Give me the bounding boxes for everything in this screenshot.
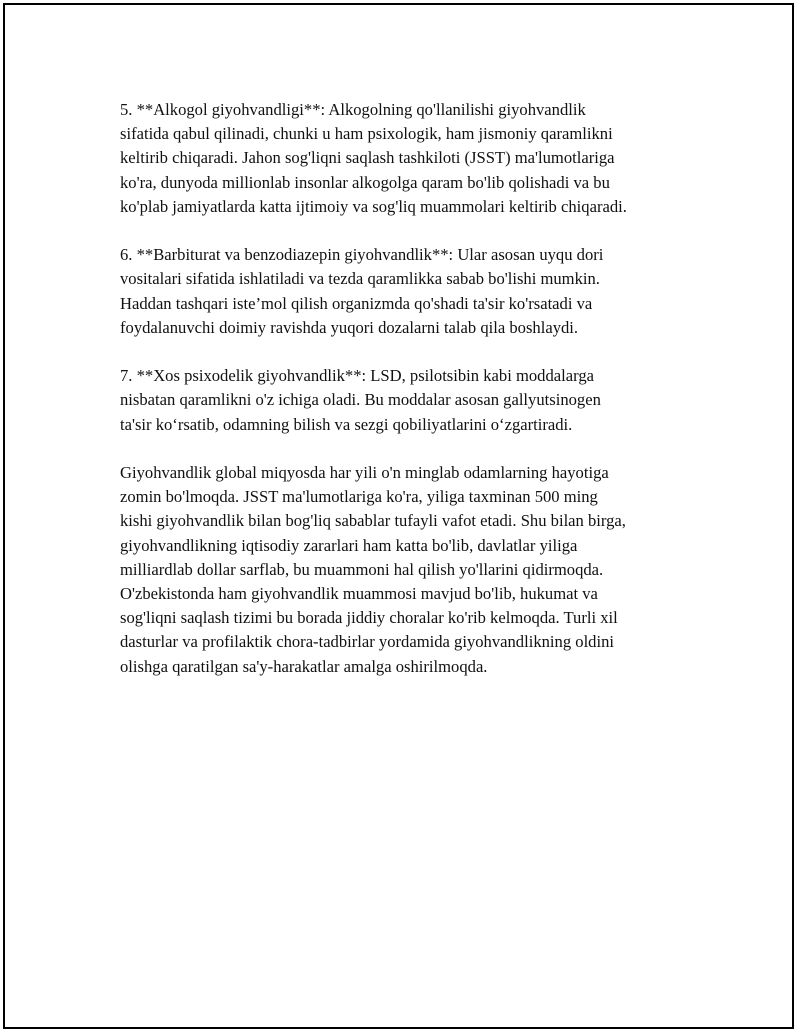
paragraph-alcohol-addiction: 5. **Alkogol giyohvandligi**: Alkogolning qo'llanilishi giyohvandlik sifatida qabul qilinadi, chunki u ham psixologik, ham jismoniy qaramlikni keltirib chiqaradi. Jahon sog'liqni saqlash tashkiloti (JSST) ma'lumotlariga ko'ra, dunyoda millionlab insonlar alkogolga qaram bo'lib qolishadi va bu ko'plab jamiyatlarda katta ijtimoiy va sog'liq muammolari keltirib chiqaradi. — [120, 100, 627, 216]
paragraph-global-impact: Giyohvandlik global miqyosda har yili o'n minglab odamlarning hayotiga zomin bo'lmoqda. JSST ma'lumotlariga ko'ra, yiliga taxminan 500 ming kishi giyohvandlik bilan bog'liq sabablar tufayli vafot etadi. Shu bilan birga, giyohvandlikning iqtisodiy zararlari ham katta bo'lib, davlatlar yiliga milliardlab dollar sarflab, bu muammoni hal qilish yo'llarini qidirmoqda. O'zbekistonda ham giyohvandlik muammosi mavjud bo'lib, hukumat va sog'liqni saqlash tizimi bu borada jiddiy choralar ko'rib kelmoqda. Turli xil dasturlar va profilaktik chora-tadbirlar yordamida giyohvandlikning oldini olishga qaratilgan sa'y-harakatlar amalga oshirilmoqda. — [120, 463, 626, 676]
document-body — [120, 98, 700, 703]
paragraph-barbiturate-addiction: 6. **Barbiturat va benzodiazepin giyohvandlik**: Ular asosan uyqu dori vositalari sifatida ishlatiladi va tezda qaramlikka sabab bo'lishi mumkin. Haddan tashqari iste’mol qilish organizmda qo'shadi ta'sir ko'rsatadi va foydalanuvchi doimiy ravishda yuqori dozalarni talab qila boshlaydi. — [120, 245, 604, 337]
paragraph-psychedelic-addiction: 7. **Xos psixodelik giyohvandlik**: LSD, psilotsibin kabi moddalarga nisbatan qaramlikni o'z ichiga oladi. Bu moddalar asosan gallyutsinogen ta'sir ko‘rsatib, odamning bilish va sezgi qobiliyatlarini o‘zgartiradi. — [120, 366, 601, 434]
document-page — [3, 3, 794, 1029]
